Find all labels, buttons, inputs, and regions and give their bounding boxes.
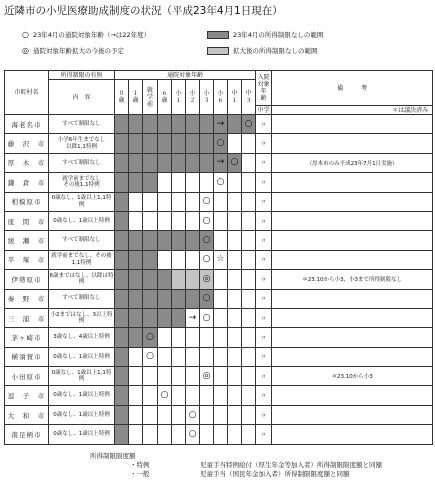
star-icon: ☆ <box>214 250 228 269</box>
age-cell <box>200 328 214 347</box>
remarks-cell <box>272 250 433 269</box>
age-cell <box>129 192 143 211</box>
age-cell <box>200 115 214 134</box>
age-cell <box>143 134 158 153</box>
inpatient-value: 〃 <box>256 270 272 289</box>
double-circle-icon: ◎ <box>200 367 214 386</box>
age-cell <box>158 231 172 250</box>
age-cell <box>158 115 172 134</box>
footer-desc-general: 児童手当（国民年金加入者）所得制限限度額と同額 <box>200 470 350 478</box>
legend-text: 23年4月の通院対象年齢（→は22年度） <box>33 31 151 39</box>
income-limit-content: すべて制限なし <box>49 289 115 308</box>
age-cell <box>214 289 228 308</box>
inpatient-value: 〃 <box>256 367 272 386</box>
age-cell <box>186 250 200 269</box>
remarks-cell: ＊23.10から小3、小3まで所得制限なし <box>272 270 433 289</box>
table-row <box>5 192 433 211</box>
age-cell <box>158 211 172 230</box>
age-cell <box>129 347 143 366</box>
age-cell <box>143 231 158 250</box>
age-cell <box>143 211 158 230</box>
header-middle-3: 中 ３ <box>242 80 256 115</box>
age-cell <box>228 425 242 444</box>
age-cell <box>214 425 228 444</box>
inpatient-value: 〃 <box>256 153 272 172</box>
age-cell <box>242 211 256 230</box>
age-cell <box>143 115 158 134</box>
municipality-name: 逗 子 市 <box>5 386 49 405</box>
header-age-0: ０ 歳 <box>115 80 129 115</box>
age-cell <box>242 134 256 153</box>
age-cell <box>186 115 200 134</box>
header-remarks: 備 考 <box>272 71 433 106</box>
age-cell <box>186 192 200 211</box>
age-cell <box>186 367 200 386</box>
remarks-cell <box>272 231 433 250</box>
legend-box-text: 拡大後の所得制限なしの範囲 <box>233 47 318 55</box>
circle-icon: ○ <box>214 134 228 153</box>
age-cell <box>158 308 172 327</box>
circle-icon: ○ <box>186 405 200 424</box>
age-cell <box>228 211 242 230</box>
legend-row-1 <box>22 30 323 40</box>
circle-icon: ○ <box>158 386 172 405</box>
age-cell <box>129 386 143 405</box>
age-cell <box>228 308 242 327</box>
age-cell <box>186 386 200 405</box>
income-limit-content: 0歳なし、1歳以上特例 <box>49 347 115 366</box>
age-cell <box>172 153 186 172</box>
age-cell <box>115 328 129 347</box>
remarks-cell <box>272 211 433 230</box>
municipality-name: 三 浦 市 <box>5 308 49 327</box>
footer-desc-special: 児童手当特例給付（厚生年金等加入者）所得制限限度額と同額 <box>200 461 382 469</box>
age-cell <box>158 270 172 289</box>
age-cell <box>143 250 158 269</box>
age-cell <box>228 270 242 289</box>
age-cell <box>115 250 129 269</box>
arrow-icon: → <box>214 153 228 172</box>
income-limit-content: 3歳なし、4歳以上特例 <box>49 328 115 347</box>
age-cell <box>115 211 129 230</box>
legend-box-text: 23年4月の所得制限なしの範囲 <box>233 31 324 39</box>
age-cell <box>129 270 143 289</box>
legend-swatch-light <box>207 47 229 55</box>
municipality-name: 伊勢原市 <box>5 270 49 289</box>
age-cell <box>129 153 143 172</box>
table-row <box>5 134 433 153</box>
age-cell <box>228 328 242 347</box>
age-cell <box>115 405 129 424</box>
age-cell <box>228 405 242 424</box>
age-cell <box>242 250 256 269</box>
age-cell <box>214 192 228 211</box>
age-cell <box>115 270 129 289</box>
circle-icon: ○ <box>200 289 214 308</box>
income-limit-content: 6歳まではなし、以降は特例 <box>49 270 115 289</box>
age-cell <box>143 192 158 211</box>
age-cell <box>143 153 158 172</box>
municipality-name: 横須賀市 <box>5 347 49 366</box>
age-cell <box>214 211 228 230</box>
age-cell <box>172 347 186 366</box>
age-cell <box>186 134 200 153</box>
header-grade-6: 小 ６ <box>214 80 228 115</box>
header-middle-1: 中 １ <box>228 80 242 115</box>
municipality-name: 小田原市 <box>5 367 49 386</box>
inpatient-value: 〃 <box>256 405 272 424</box>
age-cell <box>172 289 186 308</box>
age-cell <box>172 211 186 230</box>
remarks-cell <box>272 192 433 211</box>
arrow-icon: → <box>214 115 228 134</box>
age-cell <box>129 405 143 424</box>
circle-icon: ○ <box>22 30 29 39</box>
legend-text: 通院対象年齢拡大の今後の予定 <box>33 47 124 55</box>
age-cell <box>115 367 129 386</box>
age-cell <box>143 173 158 192</box>
age-cell <box>158 192 172 211</box>
income-limit-content: 小2まではなし、3以上特例 <box>49 308 115 327</box>
remarks-cell <box>272 115 433 134</box>
inpatient-value: 〃 <box>256 231 272 250</box>
age-cell <box>200 134 214 153</box>
inpatient-value: 〃 <box>256 115 272 134</box>
age-cell <box>186 270 200 289</box>
table-row <box>5 386 433 405</box>
income-limit-content: 0歳なし、1歳以上1,1特例 <box>49 367 115 386</box>
age-cell <box>242 367 256 386</box>
table-row <box>5 270 433 289</box>
double-circle-icon: ◎ <box>22 46 29 55</box>
age-cell <box>172 134 186 153</box>
age-cell <box>242 192 256 211</box>
circle-icon: ○ <box>200 211 214 230</box>
table-row <box>5 289 433 308</box>
age-cell <box>158 173 172 192</box>
age-cell <box>158 289 172 308</box>
age-cell <box>172 328 186 347</box>
age-cell <box>158 153 172 172</box>
remarks-cell <box>272 134 433 153</box>
remarks-cell <box>272 386 433 405</box>
age-cell <box>115 134 129 153</box>
header-grade-2: 小 ２ <box>186 80 200 115</box>
age-cell <box>186 173 200 192</box>
inpatient-value: 〃 <box>256 425 272 444</box>
age-cell <box>214 328 228 347</box>
age-cell <box>228 115 242 134</box>
age-cell <box>115 289 129 308</box>
inpatient-value: 〃 <box>256 192 272 211</box>
circle-icon: ○ <box>143 347 158 366</box>
age-cell <box>186 211 200 230</box>
age-cell <box>242 328 256 347</box>
header-grade-3: 小 ３ <box>200 80 214 115</box>
remarks-cell <box>272 289 433 308</box>
table-row <box>5 367 433 386</box>
table-row <box>5 328 433 347</box>
table-row <box>5 153 433 172</box>
age-cell <box>228 367 242 386</box>
table-row <box>5 173 433 192</box>
header-outpatient-age: 通院対象年齢 <box>115 71 256 80</box>
age-cell <box>129 289 143 308</box>
circle-icon: ○ <box>214 173 228 192</box>
age-cell <box>115 386 129 405</box>
age-cell <box>228 250 242 269</box>
circle-icon: ○ <box>143 328 158 347</box>
table-row <box>5 231 433 250</box>
inpatient-value: 〃 <box>256 308 272 327</box>
age-cell <box>228 192 242 211</box>
income-limit-content: すべて制限なし <box>49 115 115 134</box>
header-grade-1: 小 １ <box>172 80 186 115</box>
circle-icon: ○ <box>228 153 242 172</box>
table-row <box>5 405 433 424</box>
remarks-cell <box>272 347 433 366</box>
income-limit-content: 0歳なし、1歳以上特例 <box>49 386 115 405</box>
age-cell <box>228 173 242 192</box>
municipality-name: 平 塚 市 <box>5 250 49 269</box>
age-cell <box>115 347 129 366</box>
circle-icon: ○ <box>200 250 214 269</box>
age-cell <box>214 347 228 366</box>
age-cell <box>228 386 242 405</box>
header-municipality: 市町村名 <box>5 71 49 115</box>
age-cell <box>242 289 256 308</box>
municipality-name: 厚 木 市 <box>5 153 49 172</box>
page-title: 近隣市の小児医療助成制度の状況（平成23年4月1日現在） <box>4 5 283 17</box>
age-cell <box>242 405 256 424</box>
age-cell <box>158 425 172 444</box>
age-cell <box>158 250 172 269</box>
legend-swatch-dark <box>207 31 229 39</box>
age-cell <box>242 347 256 366</box>
header-remarks-sub: ＊は議決済み <box>272 106 433 115</box>
header-age-1: １ 歳 <box>129 80 143 115</box>
age-cell <box>214 386 228 405</box>
age-cell <box>129 308 143 327</box>
circle-icon: ○ <box>186 425 200 444</box>
inpatient-value: 〃 <box>256 289 272 308</box>
age-cell <box>242 173 256 192</box>
age-cell <box>242 270 256 289</box>
age-cell <box>115 192 129 211</box>
age-cell <box>200 425 214 444</box>
age-cell <box>172 386 186 405</box>
circle-icon: ○ <box>200 308 214 327</box>
age-cell <box>242 308 256 327</box>
municipality-name: 海老名市 <box>5 115 49 134</box>
circle-icon: ○ <box>200 231 214 250</box>
age-cell <box>129 173 143 192</box>
arrow-icon: → <box>186 308 200 327</box>
income-limit-content: すべて制限なし <box>49 153 115 172</box>
remarks-cell: ＊23.10から小3 <box>272 367 433 386</box>
table-row <box>5 211 433 230</box>
age-cell <box>172 173 186 192</box>
age-cell <box>172 425 186 444</box>
header-age-preschool: 就 学 前 <box>143 80 158 115</box>
inpatient-value: 〃 <box>256 386 272 405</box>
inpatient-value: 〃 <box>256 328 272 347</box>
age-cell <box>214 367 228 386</box>
table-row <box>5 308 433 327</box>
age-cell <box>200 405 214 424</box>
age-cell <box>172 231 186 250</box>
municipality-name: 綾 瀬 市 <box>5 231 49 250</box>
income-limit-content: 0歳なし、1歳以上特例 <box>49 211 115 230</box>
age-cell <box>172 250 186 269</box>
municipality-name: 南足柄市 <box>5 425 49 444</box>
age-cell <box>143 367 158 386</box>
age-cell <box>200 347 214 366</box>
municipality-name: 大 和 市 <box>5 405 49 424</box>
municipality-name: 藤 沢 市 <box>5 134 49 153</box>
age-cell <box>129 134 143 153</box>
legend-row-2 <box>22 46 318 56</box>
age-cell <box>158 405 172 424</box>
footer-term-general: ・一般 <box>130 470 150 478</box>
age-cell <box>228 134 242 153</box>
income-limit-content: 就学前までなし、その後1,1特例 <box>49 250 115 269</box>
remarks-cell <box>272 328 433 347</box>
age-cell <box>228 231 242 250</box>
municipality-name: 座 間 市 <box>5 211 49 230</box>
age-cell <box>143 308 158 327</box>
double-circle-icon: ◎ <box>200 270 214 289</box>
subsidy-table <box>4 70 433 445</box>
inpatient-value: 〃 <box>256 211 272 230</box>
age-cell <box>129 328 143 347</box>
circle-icon: ○ <box>242 115 256 134</box>
remarks-cell: （厚木市のみ平成23年7月1日実施） <box>272 153 433 172</box>
age-cell <box>172 405 186 424</box>
footer-term-special: ・特例 <box>130 461 150 469</box>
age-cell <box>115 153 129 172</box>
remarks-cell <box>272 405 433 424</box>
age-cell <box>228 289 242 308</box>
remarks-cell <box>272 308 433 327</box>
table-row <box>5 347 433 366</box>
inpatient-value: 〃 <box>256 134 272 153</box>
income-limit-content: 就学前までなし その後1,1特例 <box>49 173 115 192</box>
income-limit-content: 小学6年生までなし 以降1,1特例 <box>49 134 115 153</box>
age-cell <box>129 231 143 250</box>
age-cell <box>115 115 129 134</box>
inpatient-value: 〃 <box>256 173 272 192</box>
remarks-cell <box>272 173 433 192</box>
age-cell <box>186 347 200 366</box>
municipality-name: 茅ヶ崎市 <box>5 328 49 347</box>
header-age-6: ６ 歳 <box>158 80 172 115</box>
age-cell <box>172 308 186 327</box>
age-cell <box>172 367 186 386</box>
age-cell <box>143 405 158 424</box>
age-cell <box>129 211 143 230</box>
age-cell <box>129 367 143 386</box>
age-cell <box>129 250 143 269</box>
circle-icon: ○ <box>200 192 214 211</box>
header-inpatient: 入院 対象年 齢 <box>256 71 272 106</box>
header-inpatient-sub: 中学 <box>257 106 270 114</box>
age-cell <box>143 270 158 289</box>
income-limit-content: 0歳なし、1歳以上特例 <box>49 425 115 444</box>
age-cell <box>228 347 242 366</box>
age-cell <box>172 270 186 289</box>
age-cell <box>158 347 172 366</box>
age-cell <box>143 386 158 405</box>
age-cell <box>186 289 200 308</box>
header-income-limit: 所得制限の有無 <box>49 71 115 80</box>
age-cell <box>242 153 256 172</box>
age-cell <box>172 115 186 134</box>
municipality-name: 相模原市 <box>5 192 49 211</box>
age-cell <box>115 173 129 192</box>
footer-label: 所得制限限度額 <box>90 452 136 460</box>
age-cell <box>115 231 129 250</box>
age-cell <box>200 173 214 192</box>
age-cell <box>214 405 228 424</box>
remarks-cell <box>272 425 433 444</box>
age-cell <box>129 425 143 444</box>
age-cell <box>214 270 228 289</box>
table-row <box>5 115 433 134</box>
table-row <box>5 250 433 269</box>
inpatient-value: 〃 <box>256 250 272 269</box>
age-cell <box>214 308 228 327</box>
municipality-name: 秦 野 市 <box>5 289 49 308</box>
municipality-name: 鎌 倉 市 <box>5 173 49 192</box>
age-cell <box>172 192 186 211</box>
age-cell <box>115 425 129 444</box>
age-cell <box>115 308 129 327</box>
age-cell <box>158 134 172 153</box>
age-cell <box>158 328 172 347</box>
age-cell <box>143 425 158 444</box>
income-limit-content: すべて制限なし <box>49 231 115 250</box>
income-limit-content: 0歳なし、1歳以上特例 <box>49 405 115 424</box>
age-cell <box>186 153 200 172</box>
age-cell <box>186 328 200 347</box>
age-cell <box>242 386 256 405</box>
age-cell <box>158 367 172 386</box>
income-limit-content: 0歳なし、1歳以上1,1特例 <box>49 192 115 211</box>
age-cell <box>200 153 214 172</box>
age-cell <box>242 425 256 444</box>
age-cell <box>186 231 200 250</box>
header-content: 内 容 <box>49 80 115 115</box>
age-cell <box>242 231 256 250</box>
age-cell <box>143 289 158 308</box>
table-row <box>5 425 433 444</box>
age-cell <box>129 115 143 134</box>
age-cell <box>214 231 228 250</box>
inpatient-value: 〃 <box>256 347 272 366</box>
age-cell <box>200 386 214 405</box>
